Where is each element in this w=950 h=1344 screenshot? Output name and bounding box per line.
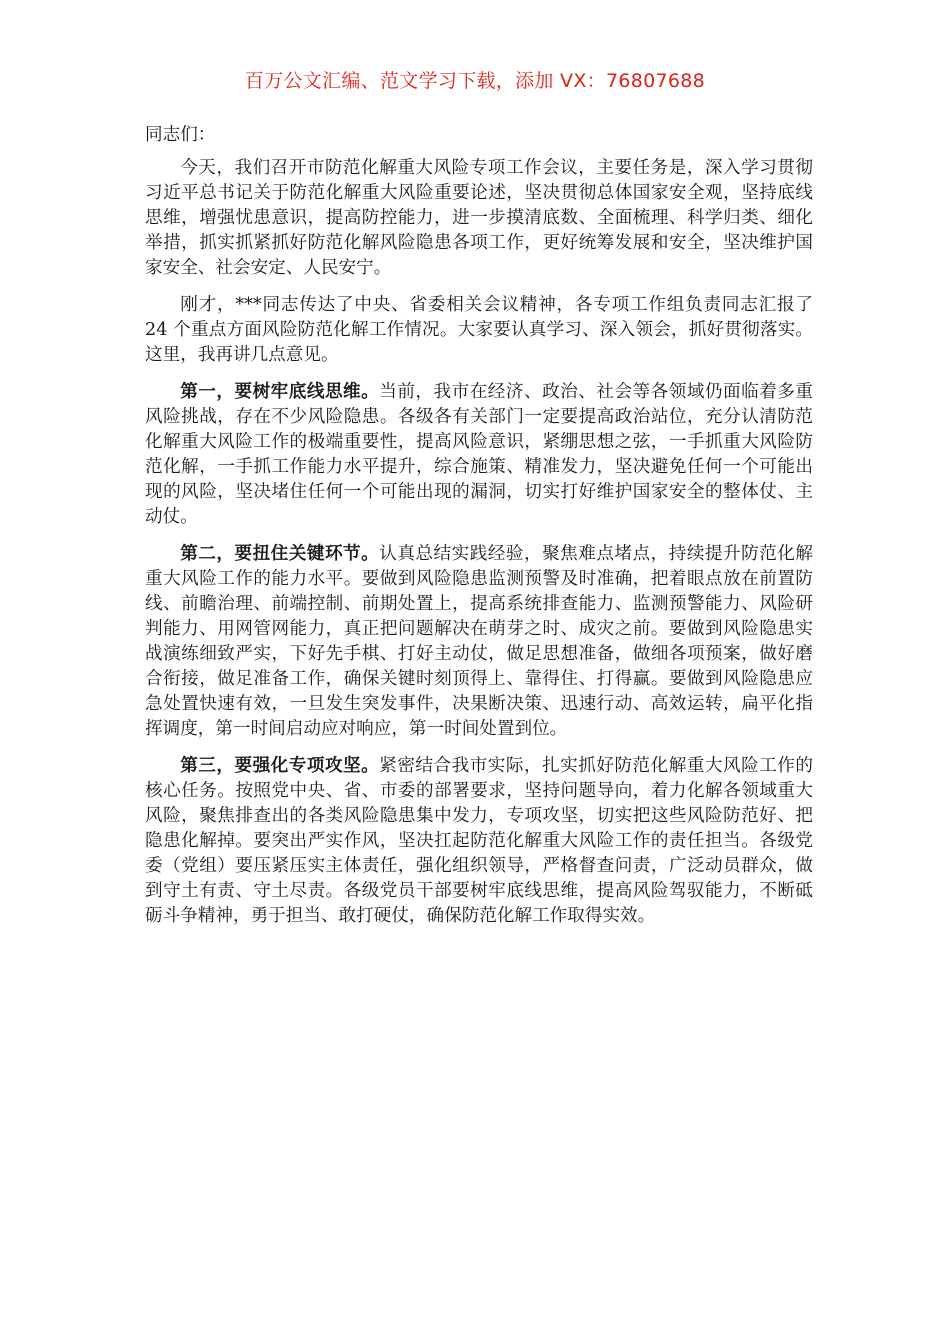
paragraph-body: 紧密结合我市实际，扎实抓好防范化解重大风险工作的核心任务。按照党中央、省、市委的部署要求，坚持问题导向，着力化解各领域重大风险，聚焦排查出的各类风险隐患集中发力，专项攻坚，切实把这些风险防范好、把隐患化解掉。要突出严实作风，坚决扛起防范化解重大风险工作的责任担当。各级党委（党组）要压紧压实主体责任，强化组织领导，严格督查问责，广泛动员群众，做到守土有责、守土尽责。各级党员干部要树牢底线思维，提高风险驾驭能力，不断砥砺斗争精神，勇于担当、敢打硬仗，确保防范化解工作取得实效。 [145,756,813,926]
paragraph-body: 认真总结实践经验，聚焦难点堵点，持续提升防范化解重大风险工作的能力水平。要做到风险隐患监测预警及时准确，把着眼点放在前置防线、前瞻治理、前端控制、前期处置上，提高系统排查能力、监测预警能力、风险研判能力、用网管网能力，真正把问题解决在萌芽之时、成灾之前。要做到风险隐患实战演练细致严实，下好先手棋、打好主动仗，做足思想准备，做细各项预案，做好磨合衔接，做足准备工作，确保关键时刻顶得上、靠得住、打得赢。要做到风险隐患应急处置快速有效，一旦发生突发事件，决果断决策、迅速行动、高效运转，扁平化指挥调度，第一时间启动应对响应，第一时间处置到位。 [145,544,813,739]
paragraph-body: 刚才，***同志传达了中央、省委相关会议精神，各专项工作组负责同志汇报了 24 个重点方面风险防范化解工作情况。大家要认真学习、深入领会，抓好贯彻落实。这里，我再讲几点意见。 [145,295,813,365]
salutation: 同志们： [145,125,216,145]
paragraph-context [145,292,813,368]
paragraph-point-two [145,541,813,742]
paragraph-lead: 第二，要扭住关键环节。 [180,543,380,564]
paragraph-opening [145,155,813,281]
paragraph-body: 今天，我们召开市防范化解重大风险专项工作会议，主要任务是，深入学习贯彻习近平总书记关于防范化解重大风险重要论述，坚决贯彻总体国家安全观，坚持底线思维，增强忧患意识，提高防控能力，进一步摸清底数、全面梳理、科学归类、细化举措，抓实抓紧抓好防范化解风险隐患各项工作，更好统筹发展和安全，坚决维护国家安全、社会安定、人民安宁。 [145,158,813,278]
paragraph-lead: 第一，要树牢底线思维。 [180,381,380,402]
paragraph-point-one [145,379,813,530]
paragraph-lead: 第三，要强化专项攻坚。 [180,755,380,776]
paragraph-body: 当前，我市在经济、政治、社会等各领域仍面临着多重风险挑战，存在不少风险隐患。各级各有关部门一定要提高政治站位，充分认清防范化解重大风险工作的极端重要性，提高风险意识，紧绷思想之弦，一手抓重大风险防范化解，一手抓工作能力水平提升，综合施策、精准发力，坚决避免任何一个可能出现的风险，坚决堵住任何一个可能出现的漏洞，切实打好维护国家安全的整体仗、主动仗。 [145,382,813,527]
paragraph-point-three [145,753,813,929]
document-body [145,123,813,940]
page-header-watermark: 百万公文汇编、范文学习下载，添加 VX：76807688 [244,70,706,92]
